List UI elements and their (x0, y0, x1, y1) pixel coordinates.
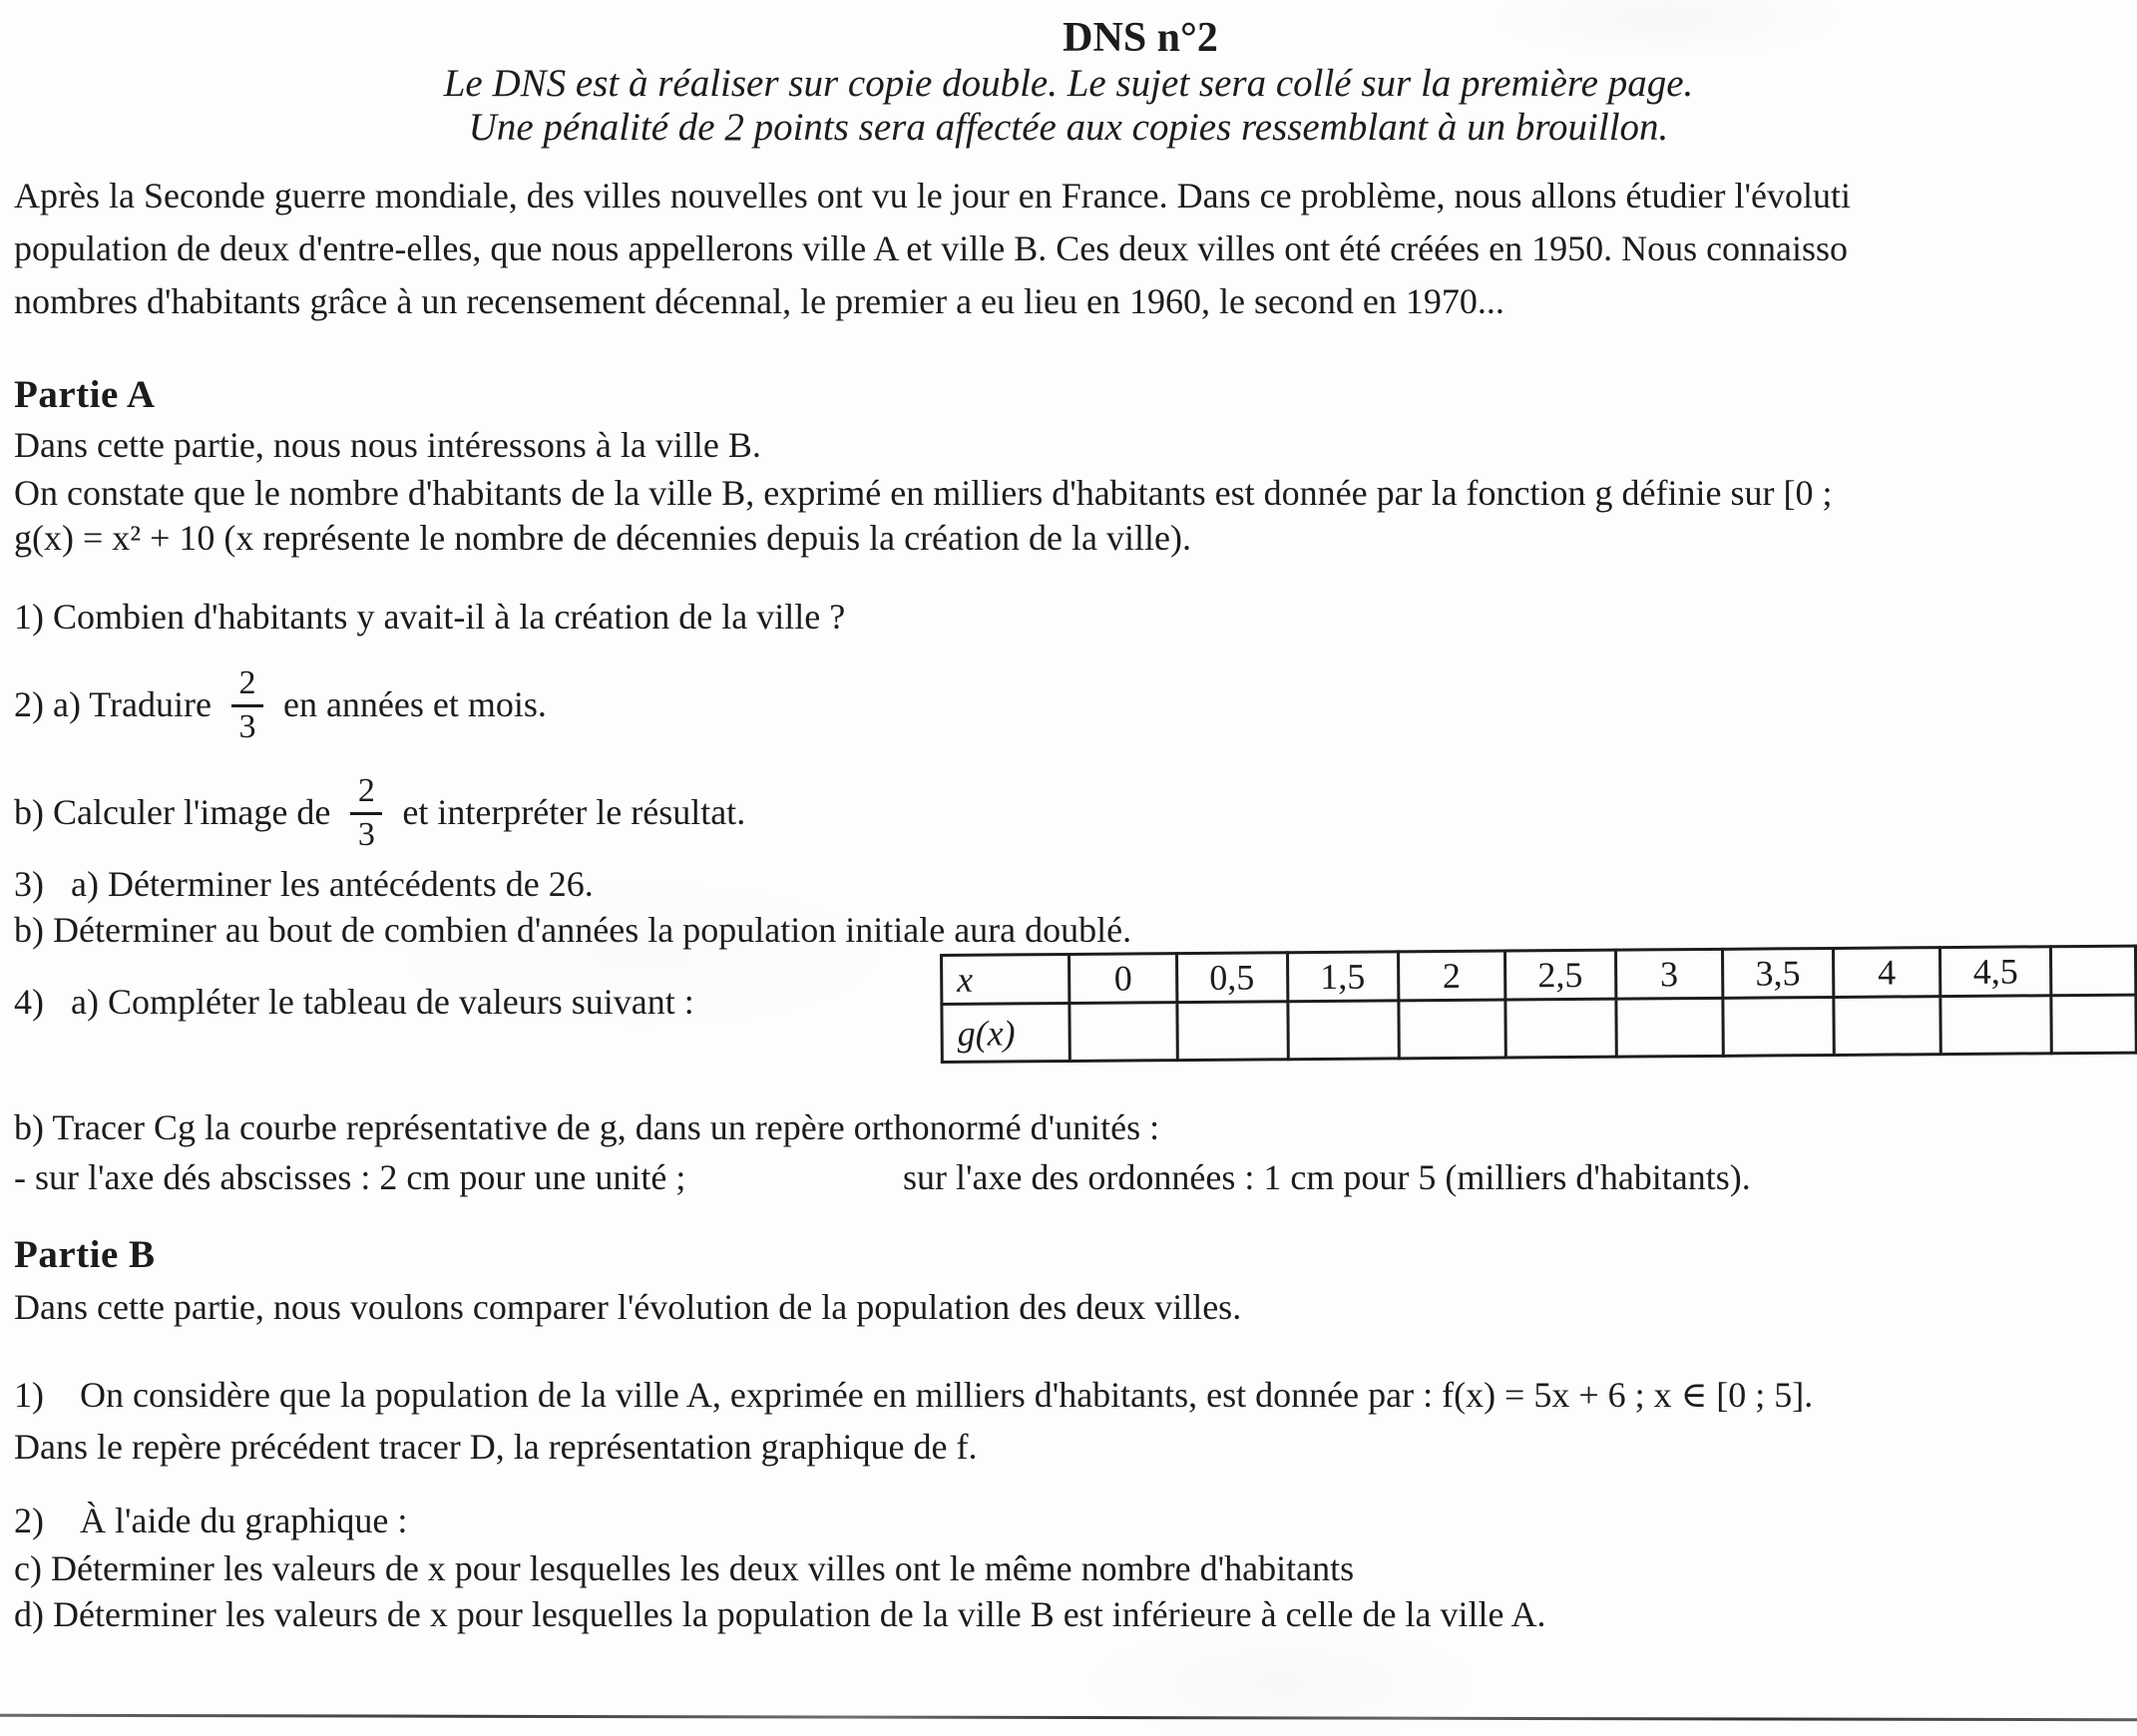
partie-a-heading: Partie A (14, 373, 156, 416)
question-2a-prefix: 2) a) Traduire (14, 684, 212, 725)
fraction-denominator: 3 (357, 815, 375, 853)
values-table (940, 945, 2137, 1064)
values-table-cell (1398, 1000, 1505, 1059)
values-table-header-cell: 4,5 (1940, 947, 2051, 997)
fraction-numerator: 2 (238, 663, 256, 701)
question-1: 1) Combien d'habitants y avait-il à la création de la ville ? (14, 597, 846, 637)
values-table-cell (1287, 1001, 1398, 1060)
fraction-denominator: 3 (238, 707, 256, 745)
subtitle-line-2: Une pénalité de 2 points sera affectée aux copies ressemblant à un brouillon. (468, 106, 1669, 149)
fraction-numerator: 2 (357, 771, 375, 809)
fraction-two-thirds (350, 773, 382, 853)
values-table-cell (1069, 1003, 1177, 1062)
question-2a (14, 651, 2137, 760)
values-table-cell (1940, 996, 2051, 1055)
values-table-header-cell: 2 (1398, 951, 1505, 1001)
intro-line-1: Après la Seconde guerre mondiale, des villes nouvelles ont vu le jour en France. Dans ce problème, nous allons étudier l'évoluti (14, 176, 1851, 216)
intro-line-2: population de deux d'entre-elles, que nous appellerons ville A et ville B. Ces deux villes ont été créées en 1950. Nous connaisso (14, 228, 1849, 268)
values-table-cell (1177, 1002, 1288, 1061)
values-table-cell (1616, 998, 1724, 1057)
partie-b-question-2: 2) À l'aide du graphique : (14, 1501, 408, 1540)
question-4b-abscisses: - sur l'axe dés abscisses : 2 cm pour une unité ; (14, 1157, 686, 1197)
values-table-header-cell (2050, 946, 2135, 996)
values-table-header-cell: 0 (1069, 954, 1177, 1004)
page-title: DNS n°2 (1063, 15, 1218, 61)
question-2b-prefix: b) Calculer l'image de (14, 792, 331, 833)
question-2a-suffix: en années et mois. (282, 684, 547, 725)
values-table-header-cell: 2,5 (1504, 950, 1615, 1000)
values-table-cell (1723, 997, 1834, 1056)
fraction-bar (231, 704, 263, 707)
values-table-header-cell: 0,5 (1176, 953, 1287, 1003)
subtitle-line-1: Le DNS est à réaliser sur copie double. Le sujet sera collé sur la première page. (443, 62, 1694, 105)
values-table-header-cell: 3 (1615, 949, 1723, 999)
partie-a-formula: g(x) = x² + 10 (x représente le nombre de décennies depuis la création de la ville). (14, 518, 1191, 558)
values-table-header-cell: x (942, 954, 1070, 1004)
paper-bottom-edge (0, 1714, 2137, 1721)
question-4b-ordonnees: sur l'axe des ordonnées : 1 cm pour 5 (milliers d'habitants). (903, 1157, 1751, 1197)
values-table-gx-row (942, 995, 2136, 1062)
fraction-bar (350, 812, 382, 815)
values-table-cell (1505, 999, 1616, 1058)
partie-b-question-2d: d) Déterminer les valeurs de x pour lesquelles la population de la ville B est inférieure à celle de la ville A. (14, 1594, 1546, 1634)
values-table-cell (1834, 997, 1941, 1056)
question-3b: b) Déterminer au bout de combien d'années la population initiale aura doublé. (14, 910, 1132, 950)
question-2b (14, 758, 2137, 868)
question-4a: 4) a) Compléter le tableau de valeurs suivant : (14, 982, 694, 1022)
values-table-header-cell: 1,5 (1287, 952, 1398, 1002)
partie-a-line-2: On constate que le nombre d'habitants de la ville B, exprimé en milliers d'habitants est donnée par la fonction g définie sur [0 ; (14, 473, 1833, 513)
fraction-two-thirds (231, 665, 263, 745)
partie-a-line-1: Dans cette partie, nous nous intéressons à la ville B. (14, 425, 761, 465)
partie-b-heading: Partie B (14, 1233, 156, 1276)
partie-b-question-1-line-1: 1) On considère que la population de la ville A, exprimée en milliers d'habitants, est donnée par : f(x) = 5x + 6 ; x ∈ [0 ; 5]. (14, 1375, 1814, 1415)
partie-b-question-1-line-2: Dans le repère précédent tracer D, la représentation graphique de f. (14, 1427, 978, 1467)
question-3a: 3) a) Déterminer les antécédents de 26. (14, 864, 594, 904)
values-table-header-cell: 3,5 (1722, 948, 1833, 998)
values-table-header-cell: 4 (1833, 948, 1940, 998)
partie-b-intro: Dans cette partie, nous voulons comparer l'évolution de la population des deux villes. (14, 1287, 1242, 1327)
intro-line-3: nombres d'habitants grâce à un recensement décennal, le premier a eu lieu en 1960, le second en 1970... (14, 281, 1504, 321)
question-2b-suffix: et interpréter le résultat. (402, 792, 746, 833)
partie-b-question-2c: c) Déterminer les valeurs de x pour lesquelles les deux villes ont le même nombre d'habitants (14, 1548, 1355, 1588)
question-4b-line-1: b) Tracer Cg la courbe représentative de g, dans un repère orthonormé d'unités : (14, 1107, 1160, 1147)
values-table-cell: g(x) (942, 1003, 1070, 1062)
values-table-cell (2051, 995, 2136, 1054)
